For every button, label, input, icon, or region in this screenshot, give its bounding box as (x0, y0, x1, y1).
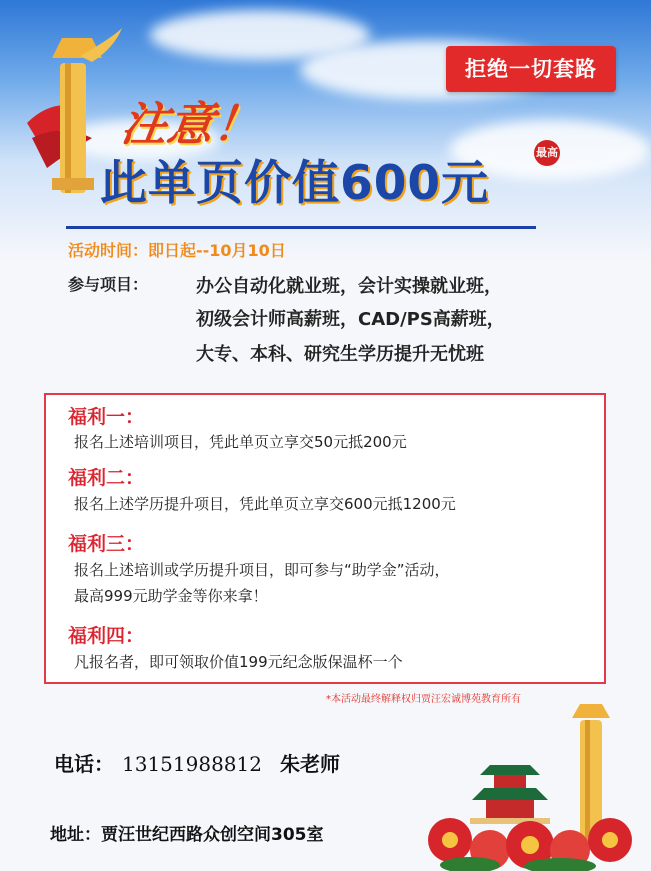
max-value-tag: 最高 (534, 140, 560, 166)
contact-name: 朱老师 (279, 752, 340, 776)
benefits-box (44, 393, 606, 684)
benefit-3-text: 报名上述培训或学历提升项目，即可参与“助学金”活动， (74, 561, 450, 579)
benefit-3-title: 福利三： (68, 533, 145, 555)
disclaimer: *本活动最终解释权归贾汪宏诚博苑教育所有 (326, 694, 521, 705)
no-tricks-badge: 拒绝一切套路 (446, 46, 616, 92)
benefit-2-title: 福利二： (68, 467, 145, 489)
phone-label: 电话： (54, 752, 114, 776)
project-line: 大专、本科、研究生学历提升无忧班 (196, 344, 484, 365)
contact-phone (54, 748, 340, 777)
benefit-3-text: 最高999元助学金等你来拿！ (74, 587, 268, 605)
project-line: 初级会计师高薪班，CAD/PS高薪班， (196, 309, 505, 330)
benefit-4-text: 凡报名者，即可领取价值199元纪念版保温杯一个 (74, 653, 403, 671)
activity-time: 活动时间：即日起--10月10日 (68, 241, 286, 260)
notice-heading: 注意！ (117, 97, 264, 151)
benefit-1-title: 福利一： (68, 406, 145, 428)
project-line: 办公自动化就业班，会计实操就业班， (196, 276, 502, 297)
title-divider (66, 226, 536, 229)
phone-number: 13151988812 (122, 752, 262, 776)
page-title: 此单页价值600元 (100, 156, 490, 211)
benefit-4-title: 福利四： (68, 625, 145, 647)
benefit-2-text: 报名上述学历提升项目，凭此单页立享交600元抵1200元 (74, 495, 456, 513)
benefit-1-text: 报名上述培训项目，凭此单页立享交50元抵200元 (74, 433, 407, 451)
temple-flowers-decoration-icon (410, 700, 651, 871)
projects-label: 参与项目： (68, 275, 149, 294)
address: 地址：贾汪世纪西路众创空间305室 (50, 825, 324, 845)
